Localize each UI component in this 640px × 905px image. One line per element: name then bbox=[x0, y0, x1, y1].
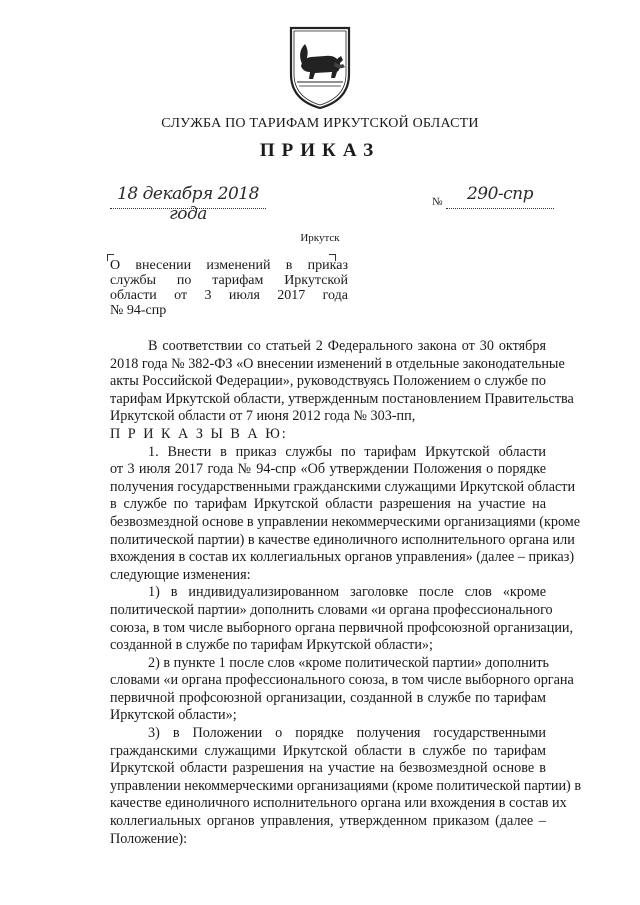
document-type-title: ПРИКАЗ bbox=[259, 140, 381, 161]
body-line: политической партии» дополнить словами «и органа профессионального bbox=[110, 601, 553, 618]
organization-name: СЛУЖБА ПО ТАРИФАМ ИРКУТСКОЙ ОБЛАСТИ bbox=[161, 116, 479, 131]
handwritten-date: 18 декабря 2018 года bbox=[117, 184, 259, 224]
body-line: созданной в службе по тарифам Иркутской области»; bbox=[110, 637, 433, 654]
subject-line: О внесении изменений в приказ bbox=[110, 258, 348, 273]
order-subject bbox=[110, 258, 348, 318]
subject-line: службы по тарифам Иркутской bbox=[110, 273, 348, 288]
body-line: вхождения в состав их коллегиальных органов управления» (далее – приказ) bbox=[110, 549, 575, 566]
subject-line: № 94-спр bbox=[110, 303, 167, 318]
body-line: первичной профсоюзной организации, созданной в службе по тарифам bbox=[110, 689, 546, 706]
number-label: № bbox=[432, 196, 443, 208]
body-line: в службе по тарифам Иркутской области разрешения на участие на bbox=[110, 496, 546, 513]
body-line: получения государственными гражданскими служащими Иркутской области bbox=[110, 478, 576, 495]
coat-of-arms-icon bbox=[285, 22, 355, 110]
body-line: союза, в том числе выборного органа первичной профсоюзной организации, bbox=[110, 619, 574, 636]
body-line: политической партии) в качестве единоличного исполнительного органа или bbox=[110, 531, 575, 548]
body-line: словами «и органа профессионального союза, в том числе выборного органа bbox=[110, 672, 574, 689]
body-line: 2) в пункте 1 после слов «кроме политической партии» дополнить bbox=[148, 654, 550, 671]
body-line: от 3 июля 2017 года № 94-спр «Об утверждении Положения о порядке bbox=[110, 461, 546, 478]
city-name: Иркутск bbox=[300, 232, 340, 244]
body-line: следующие изменения: bbox=[110, 566, 251, 583]
order-date-field bbox=[110, 184, 266, 224]
body-line: Иркутской области»; bbox=[110, 707, 237, 724]
body-line: 3) в Положении о порядке получения государственными bbox=[148, 725, 546, 742]
body-line: 1. Внести в приказ службы по тарифам Иркутской области bbox=[148, 443, 546, 460]
body-line: тарифам Иркутской области, утвержденным постановлением Правительства bbox=[110, 390, 574, 407]
subject-line: области от 3 июля 2017 года bbox=[110, 288, 348, 303]
body-line: Иркутской области разрешения на участие на безвозмездной основе в bbox=[110, 760, 546, 777]
body-line: качестве единоличного исполнительного органа или вхождения в состав их bbox=[110, 795, 567, 812]
handwritten-number: 290-спр bbox=[466, 184, 534, 204]
body-line: 2018 года № 382-ФЗ «О внесении изменений в отдельные законодательные bbox=[110, 355, 565, 372]
order-number-field bbox=[446, 184, 554, 209]
body-line: Положение): bbox=[110, 830, 188, 847]
body-line: В соответствии со статьей 2 Федерального закона от 30 октября bbox=[148, 338, 546, 354]
body-line: П Р И К А З Ы В А Ю: bbox=[110, 425, 288, 442]
body-line: безвозмездной основе в управлении некоммерческими организациями (кроме bbox=[110, 513, 581, 530]
body-line: коллегиальных органов управления, утвержденном приказом (далее – bbox=[110, 813, 546, 830]
order-body bbox=[110, 338, 582, 848]
body-line: 1) в индивидуализированном заголовке после слов «кроме bbox=[148, 584, 546, 601]
body-line: акты Российской Федерации», руководствуясь Положением о службе по bbox=[110, 373, 546, 390]
body-line: управлении некоммерческими организациями (кроме политической партии) в bbox=[110, 777, 582, 794]
body-line: Иркутской области от 7 июня 2012 года № 303-пп, bbox=[110, 408, 416, 425]
body-line: гражданскими служащими Иркутской области в службе по тарифам bbox=[110, 742, 546, 759]
